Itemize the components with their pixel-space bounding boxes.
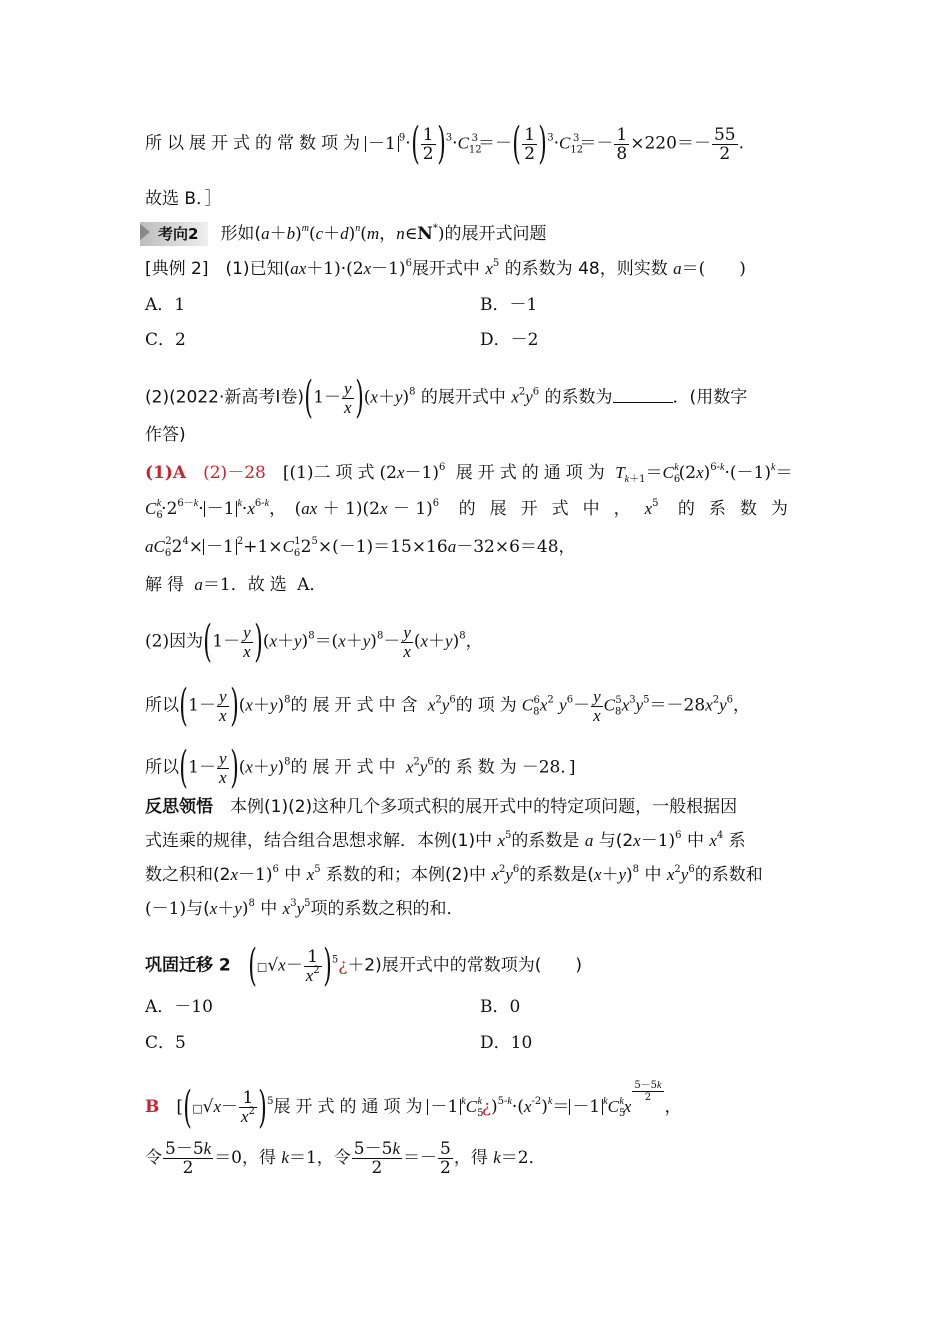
topic-tag: 考向2	[140, 222, 208, 246]
practice-solution-line-1: B [(□√x－ $\frac{1}{x^2}$ )$^5$展开式的通项为 －1 $^kC_5^k¿)^{5-k}\cdot(x^{-2})^k= -1$ $^kC_5^kx$ $\frac{5-5k}{2}$ ，	[145, 1080, 682, 1133]
practice-question: 巩固迁移 2 (□√x－ $\frac{1}{x^2}$ )$^5$¿＋2)展开式中的常数项为( )	[145, 940, 583, 991]
line-choose-b: 故选 B．］	[145, 189, 222, 209]
option-b: B．－1	[480, 295, 538, 315]
option-c: C．2	[145, 330, 186, 350]
example-2-cont: 作答)	[145, 425, 186, 445]
reflection-line-4: (－1)与$(x+y)^8$ 中 $x^3y^5$项的系数之积的和．	[145, 898, 464, 919]
option-d: D．－2	[480, 330, 539, 350]
option-a: A．1	[145, 295, 186, 315]
practice-option-b: B．0	[480, 997, 521, 1017]
solution-line-5: (2)因为(1－ $\frac{y}{x}$ )$(x+y)^8=(x+y)^8-$ $\frac{y}{x}$ $(x+y)^8$，	[145, 616, 483, 667]
practice-solution-line-2: 令 $\frac{5-5k}{2}$ ＝0，得 k＝1，令 $\frac{5-5k}{2}$ ＝－ $\frac{5}{2}$ ，得 k＝2．	[145, 1139, 546, 1178]
solution-line-6: 所以(1－ $\frac{y}{x}$ )$(x+y)^8$的展开式中含 $x^2y^6$的项为$C_8^6x^2$ $y^6-$ $\frac{y}{x}$ $C_8^5x^3y^5=-28x^2y^6$，	[145, 680, 751, 731]
solution-line-4: 解得 a＝1．故选 A．	[145, 575, 327, 595]
line-constant-term: 所以展开式的常数项为 －1 $^9$·( $\frac{1}{2}$ )$^3\cdot C_{12}^3=-$( $\frac{1}{2}$ )$^3\cdot C_{12}^3=-$ $\frac{1}{8}$ ×220＝－ $\frac{55}{2}$ .	[145, 118, 744, 169]
reflection-line-1: 反思领悟 本例(1)(2)这种几个多项式积的展开式中的特定项问题，一般根据因	[145, 797, 738, 817]
solution-line-1: (1)A (2)－28 [(1)二项式$(2x-1)^6$ 展开式的通项为 $T_{k+1}=C_6^k(2x)^{6-k}\cdot(-1)^k=$	[145, 462, 793, 485]
reflection-line-2: 式连乘的规律，结合组合思想求解．本例(1)中 $x^5$的系数是 a 与$(2x-1)^6$ 中 $x^4$ 系	[145, 830, 746, 851]
topic-header: 考向2 形如$(a+b)^m(c+d)^n(m$，n∈N*)的展开式问题	[140, 222, 546, 246]
solution-line-7: 所以(1－ $\frac{y}{x}$ )$(x+y)^8$的展开式中 $x^2y^6$的系数为－28．]	[145, 742, 576, 793]
solution-line-3: $aC_6^22^4\times -1$ $^2+1\times C_6^12^5\times(-1)=15\times 16a-32\times 6=48$，	[145, 536, 576, 559]
practice-option-a: A．－10	[145, 997, 213, 1017]
practice-option-d: D．10	[480, 1033, 533, 1053]
example-2-question: [典例 2] (1)已知$(ax+1)\cdot(2x-1)^6$展开式中 $x^5$ 的系数为 48，则实数 a＝( )	[145, 258, 746, 279]
answer-blank	[613, 388, 673, 403]
example-2-part-2: (2)(2022·新高考Ⅰ卷)(1－ $\frac{y}{x}$ )$(x+y)^8$ 的展开式中 $x^2y^6$ 的系数为 ．(用数字	[145, 372, 748, 423]
reflection-line-3: 数之积和$(2x-1)^6$ 中 $x^5$ 系数的和；本例(2)中 $x^2y^6$的系数是$(x+y)^8$ 中 $x^2y^6$的系数和	[145, 864, 763, 885]
solution-line-2: $C_6^k\cdot 2^{6-k}\cdot -1$ $^k\cdot x^{6-k}$， $(ax + 1)(2x - 1)^6$ 的展开式中，$x^5$ 的系数为	[145, 498, 802, 521]
practice-option-c: C．5	[145, 1033, 186, 1053]
